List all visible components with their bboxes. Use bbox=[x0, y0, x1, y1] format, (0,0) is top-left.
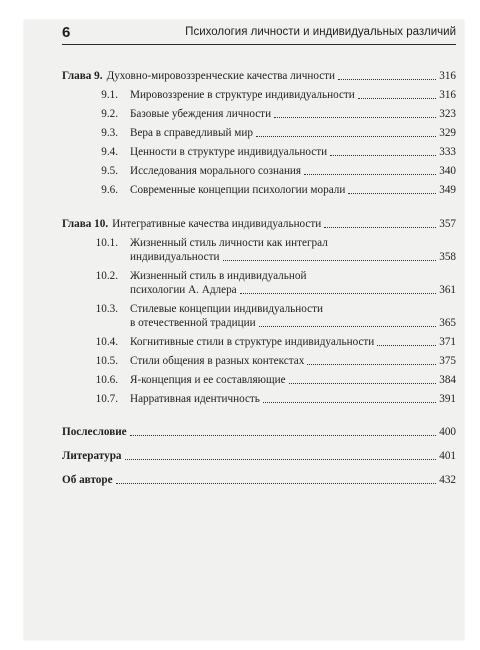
page-ref: 329 bbox=[439, 127, 456, 139]
leader-dots bbox=[304, 174, 436, 175]
section-title: Базовые убеждения личности bbox=[130, 108, 272, 120]
toc-section-10-5 bbox=[62, 355, 456, 368]
chapter-label: Глава 10. bbox=[62, 218, 109, 230]
section-title: Стили общения в разных контекстах bbox=[130, 355, 305, 367]
section-number: 9.1. bbox=[101, 89, 118, 101]
leader-dots bbox=[358, 98, 436, 99]
leader-dots bbox=[377, 345, 436, 346]
leader-dots bbox=[289, 383, 437, 384]
toc-section-10-6 bbox=[62, 374, 456, 387]
page-ref: 333 bbox=[439, 146, 456, 158]
toc-section-9-3 bbox=[62, 127, 456, 140]
toc-section-9-2 bbox=[62, 108, 456, 121]
running-title: Психология личности и индивидуальных различий bbox=[185, 26, 456, 38]
section-title-line: Жизненный стиль в индивидуальной bbox=[130, 270, 307, 282]
section-number: 10.1. bbox=[95, 237, 118, 249]
toc-section-10-1-line1 bbox=[62, 237, 456, 250]
section-number: 9.5. bbox=[101, 165, 118, 177]
page-ref: 323 bbox=[439, 108, 456, 120]
page-ref: 375 bbox=[439, 355, 456, 367]
toc-afterword bbox=[62, 426, 456, 439]
chapter-title: Духовно-мировоззренческие качества личности bbox=[106, 70, 336, 82]
section-number: 9.6. bbox=[101, 184, 118, 196]
leader-dots bbox=[259, 326, 437, 327]
section-title-line: в отечественной традиции bbox=[130, 317, 256, 329]
section-title-line: психологии А. Адлера bbox=[130, 284, 237, 296]
page-ref: 340 bbox=[439, 165, 456, 177]
page-ref: 316 bbox=[439, 70, 456, 82]
section-title: Когнитивные стили в структуре индивидуальности bbox=[130, 336, 375, 348]
page-ref: 400 bbox=[439, 426, 456, 438]
section-title: Современные концепции психологии морали bbox=[130, 184, 346, 196]
page-ref: 361 bbox=[439, 284, 456, 296]
page-ref: 316 bbox=[439, 89, 456, 101]
section-number: 10.5. bbox=[95, 355, 118, 367]
section-number: 9.4. bbox=[101, 146, 118, 158]
leader-dots bbox=[307, 364, 436, 365]
page-ref: 349 bbox=[439, 184, 456, 196]
toc-literature bbox=[62, 450, 456, 463]
section-title: Вера в справедливый мир bbox=[130, 127, 253, 139]
section-title-line: Стилевые концепции индивидуальности bbox=[130, 303, 323, 315]
leader-dots bbox=[274, 117, 436, 118]
leader-dots bbox=[338, 79, 436, 80]
back-matter-title: Об авторе bbox=[62, 474, 113, 486]
toc-about-author bbox=[62, 474, 456, 487]
leader-dots bbox=[240, 293, 437, 294]
leader-dots bbox=[348, 193, 436, 194]
page-ref: 391 bbox=[439, 393, 456, 405]
leader-dots bbox=[223, 260, 437, 261]
toc-section-10-2-line2 bbox=[130, 284, 456, 297]
back-matter-title: Послесловие bbox=[62, 426, 127, 438]
section-title-line: Жизненный стиль личности как интеграл bbox=[130, 237, 328, 249]
page-header bbox=[62, 24, 456, 40]
page-ref: 365 bbox=[439, 317, 456, 329]
toc-chapter-9 bbox=[62, 70, 456, 83]
toc-section-10-4 bbox=[62, 336, 456, 349]
toc-chapter-10 bbox=[62, 218, 456, 231]
section-number: 10.2. bbox=[95, 270, 118, 282]
section-title: Мировоззрение в структуре индивидуальности bbox=[130, 89, 355, 101]
section-number: 9.3. bbox=[101, 127, 118, 139]
section-title: Исследования морального сознания bbox=[130, 165, 302, 177]
leader-dots bbox=[263, 402, 436, 403]
section-number: 10.7. bbox=[95, 393, 118, 405]
chapter-title: Интегративные качества индивидуальности bbox=[112, 218, 322, 230]
page-ref: 357 bbox=[439, 218, 456, 230]
toc-section-10-2-line1 bbox=[62, 270, 456, 283]
section-number: 10.4. bbox=[95, 336, 118, 348]
leader-dots bbox=[256, 136, 436, 137]
page-ref: 432 bbox=[439, 474, 456, 486]
leader-dots bbox=[330, 155, 436, 156]
section-title-line: индивидуальности bbox=[130, 251, 220, 263]
page-number: 6 bbox=[62, 24, 71, 41]
leader-dots bbox=[116, 483, 437, 484]
toc-section-10-3-line2 bbox=[130, 317, 456, 330]
section-title: Нарративная идентичность bbox=[130, 393, 260, 405]
page-ref: 384 bbox=[439, 374, 456, 386]
toc-section-10-7 bbox=[62, 393, 456, 406]
section-number: 9.2. bbox=[101, 108, 118, 120]
section-title: Я-концепция и ее составляющие bbox=[130, 374, 286, 386]
section-number: 10.3. bbox=[95, 303, 118, 315]
page-ref: 371 bbox=[439, 336, 456, 348]
toc-section-9-1 bbox=[62, 89, 456, 102]
toc-section-10-1-line2 bbox=[130, 251, 456, 264]
toc-section-10-3-line1 bbox=[62, 303, 456, 316]
toc-section-9-4 bbox=[62, 146, 456, 159]
chapter-label: Глава 9. bbox=[62, 70, 103, 82]
section-title: Ценности в структуре индивидуальности bbox=[130, 146, 328, 158]
leader-dots bbox=[324, 227, 436, 228]
leader-dots bbox=[125, 459, 437, 460]
page-ref: 358 bbox=[439, 251, 456, 263]
header-rule bbox=[62, 44, 456, 45]
toc-section-9-6 bbox=[62, 184, 456, 197]
section-number: 10.6. bbox=[95, 374, 118, 386]
leader-dots bbox=[130, 435, 437, 436]
toc-section-9-5 bbox=[62, 165, 456, 178]
page-ref: 401 bbox=[439, 450, 456, 462]
book-page bbox=[24, 20, 464, 640]
back-matter-title: Литература bbox=[62, 450, 122, 462]
